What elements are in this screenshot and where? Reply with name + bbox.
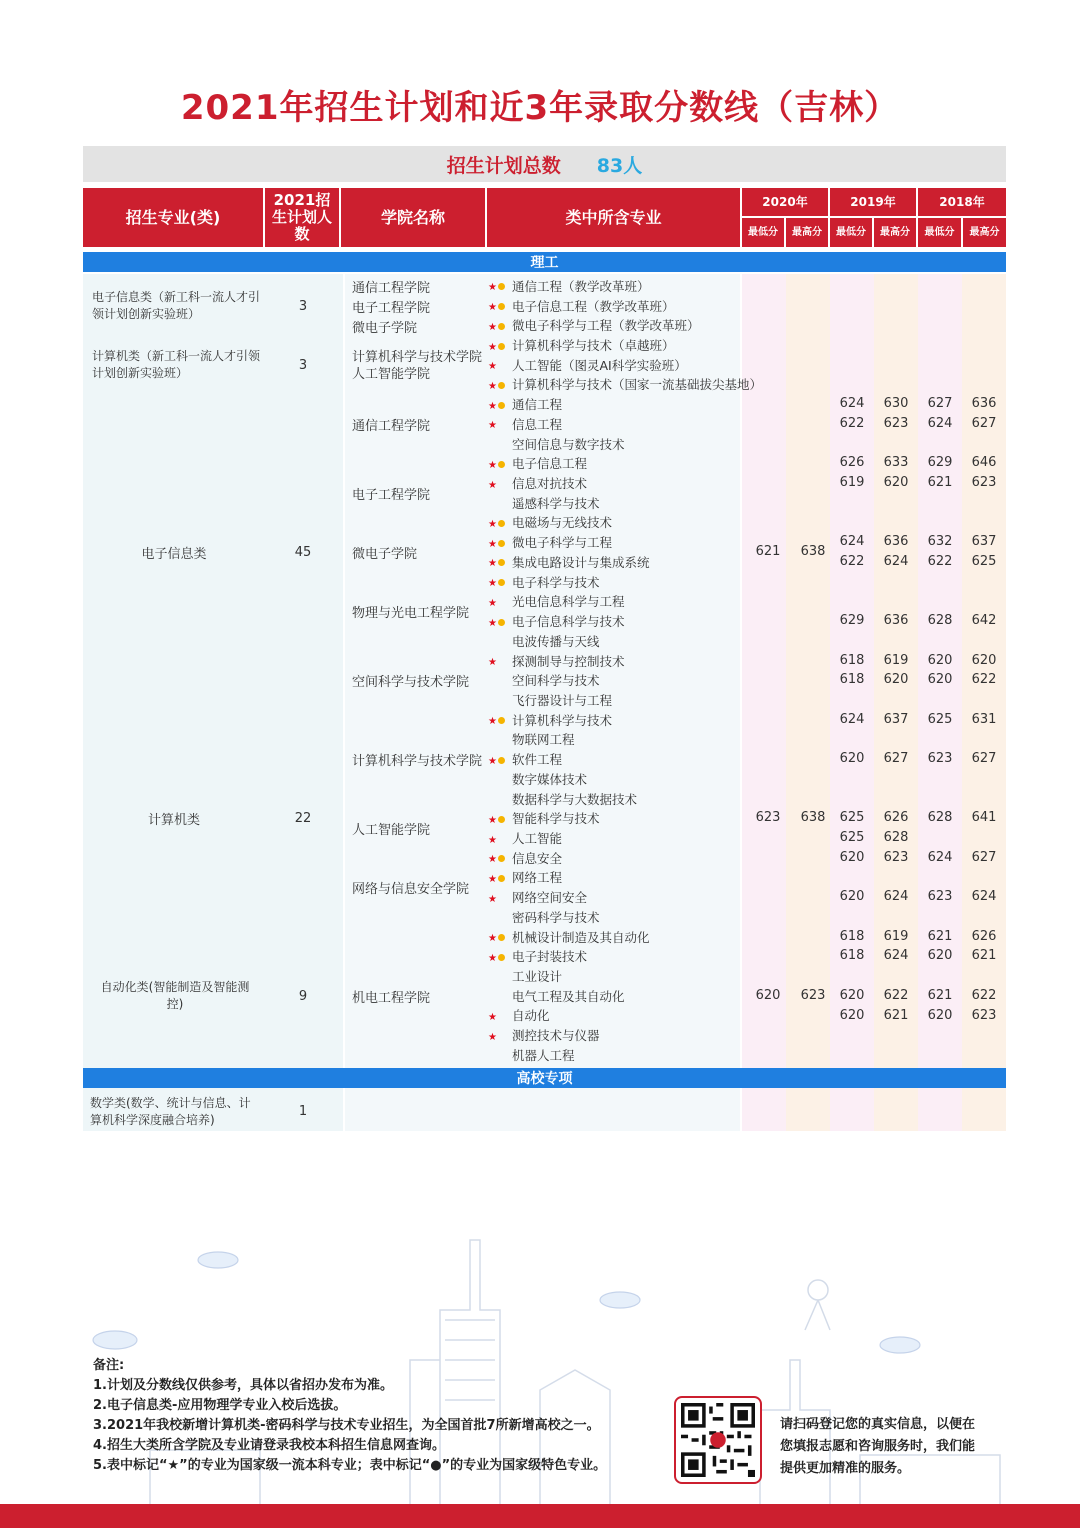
major-score: 621 [927,928,953,944]
star-icon: ★ [488,873,497,885]
major-name: 信息工程 [512,416,563,432]
dot-icon [498,402,505,409]
major-markers [488,298,512,313]
college-name: 物理与光电工程学院 [352,605,470,621]
college-name: 电子工程学院 [352,300,431,316]
major-name: 密码科学与技术 [512,909,600,925]
major-row [488,355,687,375]
college-name: 微电子学院 [352,320,418,336]
major-score: 622 [839,416,865,432]
major-markers [488,594,512,609]
qr-code-icon [681,1403,755,1477]
major-row [488,434,625,454]
major-name: 工业设计 [512,969,563,985]
qr-line: 您填报志愿和咨询服务时，我们能 [780,1439,976,1454]
major-name: 集成电路设计与集成系统 [512,554,650,570]
major-row [488,670,600,690]
major-score: 626 [839,455,865,471]
star-icon: ★ [488,459,497,471]
major-markers [488,712,512,727]
major-row [488,690,612,710]
major-name: 数据科学与大数据技术 [512,791,638,807]
star-icon: ★ [488,755,497,767]
major-name: 电子封装技术 [512,949,588,965]
major-row [488,276,650,296]
major-score: 623 [971,1007,997,1023]
major-name: 空间科学与技术 [512,673,600,689]
major-score: 620 [883,672,909,688]
star-icon: ★ [488,479,497,491]
star-icon: ★ [488,933,497,945]
major-row [488,749,562,769]
major-score: 631 [971,711,997,727]
header-plan-count: 2021招生计划人数 [265,188,339,247]
header-min: 最低分 [830,218,872,247]
major-name: 机器人工程 [512,1047,575,1063]
major-name: 计算机科学与技术 [512,712,613,728]
star-icon: ★ [488,716,497,728]
major-score: 632 [927,534,953,550]
major-name: 通信工程 [512,397,563,413]
major-score: 620 [927,948,953,964]
category-plan: 9 [298,988,308,1004]
major-name: 电子信息科学与技术 [512,614,625,630]
major-row [488,868,562,888]
major-row [488,1006,550,1026]
star-icon: ★ [488,657,497,669]
major-row [488,296,675,316]
major-markers [488,850,512,865]
major-score: 623 [883,416,909,432]
page-title: 2021年招生计划和近3年录取分数线（吉林） [180,88,900,128]
total-plan-label: 招生计划总数 [446,154,561,177]
major-score: 621 [971,948,997,964]
major-name: 软件工程 [512,752,563,768]
major-markers [488,338,512,353]
header-max: 最高分 [963,218,1006,247]
dot-icon [498,303,505,310]
major-score: 630 [883,396,909,412]
notes-block [93,1356,606,1476]
major-markers [488,318,512,333]
header-max: 最高分 [874,218,916,247]
major-score: 619 [839,475,865,491]
major-row [488,986,625,1006]
major-name: 微电子科学与工程（教学改革班） [512,318,700,334]
major-name: 飞行器设计与工程 [512,692,613,708]
major-score: 621 [927,987,953,1003]
dot-icon [498,461,505,468]
star-icon: ★ [488,361,497,373]
major-score: 623 [927,889,953,905]
major-score: 627 [971,751,997,767]
star-icon: ★ [488,893,497,905]
major-row [488,651,625,671]
major-score: 620 [927,672,953,688]
qr-line: 请扫码登记您的真实信息，以便在 [780,1417,976,1432]
star-icon: ★ [488,282,497,294]
major-markers [488,515,512,530]
star-icon: ★ [488,1011,497,1023]
major-row [488,572,600,592]
admission-table [83,188,1006,247]
major-row [488,927,650,947]
dot-icon [498,520,505,527]
footer-band [0,1504,1080,1528]
qr-code[interactable] [674,1396,762,1484]
category-max-2020: 638 [800,544,826,559]
qr-instructions [780,1414,975,1480]
major-score: 624 [839,534,865,550]
major-markers [488,476,512,491]
dot-icon [498,934,505,941]
category-max-2020: 623 [800,988,826,1003]
major-score: 628 [883,830,909,846]
category-min-2020: 623 [755,810,781,825]
dot-icon [498,954,505,961]
college-name: 微电子学院 [352,546,418,562]
major-score: 628 [927,810,953,826]
major-name: 空间信息与数字技术 [512,436,625,452]
college-name: 网络与信息安全学院 [352,881,470,897]
star-icon: ★ [488,558,497,570]
star-icon: ★ [488,400,497,412]
major-row [488,592,625,612]
dot-icon [498,382,505,389]
major-row [488,769,587,789]
major-row [488,887,587,907]
major-score: 636 [971,396,997,412]
major-score: 620 [839,987,865,1003]
header-sub-majors: 类中所含专业 [487,188,740,247]
major-score: 641 [971,810,997,826]
dot-icon [498,579,505,586]
major-score: 624 [883,948,909,964]
table-header [83,188,1006,247]
major-score: 624 [883,554,909,570]
major-score: 620 [927,1007,953,1023]
notes-heading: 备注: [93,1358,125,1373]
major-row [488,789,637,809]
major-name: 计算机科学与技术（国家一流基础拔尖基地） [512,377,763,393]
star-icon: ★ [488,420,497,432]
major-row [488,532,612,552]
category-min-2020: 620 [755,988,781,1003]
major-score: 624 [927,849,953,865]
major-markers [488,456,512,471]
major-score: 618 [839,652,865,668]
major-markers [488,831,512,846]
major-row [488,710,612,730]
major-row [488,473,587,493]
major-name: 微电子科学与工程 [512,535,613,551]
star-icon: ★ [488,617,497,629]
section-science: 理工 [83,252,1006,272]
major-name: 网络工程 [512,870,563,886]
major-score: 624 [971,889,997,905]
category-plan: 45 [294,544,312,560]
major-score: 620 [883,475,909,491]
header-major-category: 招生专业(类) [83,188,263,247]
major-markers [488,614,512,629]
major-markers [488,949,512,964]
major-name: 探测制导与控制技术 [512,653,625,669]
college-name: 通信工程学院 [352,418,431,434]
star-icon: ★ [488,597,497,609]
category-name: 计算机类（新工科一流人才引领计划创新实验班） [92,349,261,380]
major-markers [488,416,512,431]
note-line: 2.电子信息类-应用物理学专业入校后选拔。 [93,1398,347,1413]
major-row [488,1045,575,1065]
college-name: 人工智能学院 [352,822,431,838]
major-score: 627 [927,396,953,412]
major-score: 624 [839,396,865,412]
major-row [488,808,600,828]
category-max-2020: 638 [800,810,826,825]
major-row [488,394,562,414]
star-icon: ★ [488,834,497,846]
note-line: 3.2021年我校新增计算机类-密码科学与技术专业招生，为全国首批7所新增高校之一。 [93,1418,600,1433]
major-markers [488,752,512,767]
header-year-2018: 2018年 [918,188,1006,216]
star-icon: ★ [488,518,497,530]
college-name: 机电工程学院 [352,990,431,1006]
star-icon: ★ [488,538,497,550]
star-icon: ★ [488,341,497,353]
star-icon: ★ [488,302,497,314]
note-line: 4.招生大类所含学院及专业请登录我校本科招生信息网查询。 [93,1438,445,1453]
star-icon: ★ [488,952,497,964]
major-score: 627 [971,849,997,865]
major-name: 信息安全 [512,850,563,866]
major-score: 623 [883,849,909,865]
major-name: 人工智能（图灵AI科学实验班） [512,357,687,373]
category-name: 计算机类 [147,812,200,828]
major-score: 622 [971,672,997,688]
major-score: 628 [927,613,953,629]
major-score: 646 [971,455,997,471]
major-score: 637 [971,534,997,550]
college-name: 计算机科学与技术学院 [352,349,483,365]
major-score: 625 [927,711,953,727]
major-name: 测控技术与仪器 [512,1028,600,1044]
major-name: 通信工程（教学改革班） [512,278,650,294]
major-markers [488,397,512,412]
major-markers [488,929,512,944]
major-score: 627 [883,751,909,767]
major-score: 620 [927,652,953,668]
major-score: 620 [839,849,865,865]
major-score: 620 [839,1007,865,1023]
college-name: 计算机科学与技术学院 [352,753,483,769]
major-markers [488,554,512,569]
major-row [488,375,762,395]
major-row [488,946,587,966]
star-icon: ★ [488,814,497,826]
major-name: 物联网工程 [512,732,575,748]
major-row [488,631,600,651]
major-score: 618 [839,948,865,964]
major-name: 电磁场与无线技术 [512,515,613,531]
category-plan: 3 [298,357,308,373]
major-name: 计算机科学与技术（卓越班） [512,338,675,353]
major-score: 621 [883,1007,909,1023]
major-markers [488,1028,512,1043]
dot-icon [498,757,505,764]
dot-icon [498,619,505,626]
major-name: 电气工程及其自动化 [512,988,625,1004]
major-row [488,493,600,513]
major-score: 624 [927,416,953,432]
dot-icon [498,717,505,724]
major-markers [488,574,512,589]
major-row [488,1025,600,1045]
major-score: 625 [839,810,865,826]
section-special: 高校专项 [83,1068,1006,1088]
major-markers [488,377,512,392]
major-score: 622 [839,554,865,570]
major-row [488,966,562,986]
college-name: 空间科学与技术学院 [352,674,470,690]
qr-line: 提供更加精准的服务。 [780,1461,911,1476]
major-name: 电子信息工程 [512,456,588,472]
major-name: 网络空间安全 [512,890,588,906]
major-row [488,414,562,434]
major-score: 622 [883,987,909,1003]
category-name: 电子信息类 [141,546,207,562]
major-name: 数字媒体技术 [512,771,588,787]
star-icon: ★ [488,321,497,333]
major-score: 629 [927,455,953,471]
major-score: 625 [839,830,865,846]
major-score: 637 [883,711,909,727]
major-markers [488,653,512,668]
dot-icon [498,540,505,547]
college-name: 电子工程学院 [352,487,431,503]
major-score: 622 [971,987,997,1003]
major-row [488,907,600,927]
major-score: 642 [971,613,997,629]
category-name: 自动化类(智能制造及智能测控) [100,980,250,1011]
dot-icon [498,323,505,330]
major-score: 626 [883,810,909,826]
major-score: 620 [839,889,865,905]
major-score: 618 [839,928,865,944]
category-plan: 1 [298,1103,308,1119]
major-name: 电波传播与天线 [512,633,600,649]
major-name: 光电信息科学与工程 [512,594,625,610]
major-name: 信息对抗技术 [512,476,588,492]
major-score: 636 [883,534,909,550]
note-line: 1.计划及分数线仅供参考，具体以省招办发布为准。 [93,1378,393,1393]
major-name: 智能科学与技术 [512,811,600,827]
header-college: 学院名称 [341,188,485,247]
star-icon: ★ [488,380,497,392]
dot-icon [498,343,505,350]
major-name: 人工智能 [512,831,563,846]
major-score: 629 [839,613,865,629]
college-name: 通信工程学院 [352,280,431,296]
major-name: 自动化 [512,1008,550,1024]
dot-icon [498,816,505,823]
dot-icon [498,875,505,882]
dot-icon [498,855,505,862]
major-score: 620 [839,751,865,767]
major-markers [488,870,512,885]
major-score: 624 [883,889,909,905]
major-row [488,828,562,848]
major-row [488,552,650,572]
major-name: 电子科学与技术 [512,574,600,590]
total-plan-bar [83,146,1006,182]
category-plan: 22 [294,810,312,826]
major-name: 遥感科学与技术 [512,495,600,511]
header-year-2019: 2019年 [830,188,916,216]
major-row [488,335,675,355]
major-row [488,611,625,631]
major-score: 625 [971,554,997,570]
major-markers [488,1008,512,1023]
header-max: 最高分 [786,218,828,247]
category-name: 数学类(数学、统计与信息、计算机科学深度融合培养) [90,1096,251,1127]
major-markers [488,278,512,293]
college-name: 人工智能学院 [352,366,431,382]
major-score: 620 [971,652,997,668]
header-year-2020: 2020年 [742,188,828,216]
dot-icon [498,283,505,290]
header-min: 最低分 [918,218,961,247]
major-score: 619 [883,928,909,944]
major-score: 621 [927,475,953,491]
dot-icon [498,559,505,566]
major-score: 627 [971,416,997,432]
header-min: 最低分 [742,218,784,247]
major-row [488,453,587,473]
major-score: 622 [927,554,953,570]
major-score: 633 [883,455,909,471]
major-score: 618 [839,672,865,688]
star-icon: ★ [488,1031,497,1043]
major-markers [488,535,512,550]
major-score: 619 [883,652,909,668]
major-row [488,848,562,868]
major-name: 机械设计制造及其自动化 [512,929,650,945]
total-plan-value: 83人 [596,154,643,177]
star-icon: ★ [488,854,497,866]
star-icon: ★ [488,578,497,590]
note-line: 5.表中标记“★”的专业为国家级一流本科专业；表中标记“●”的专业为国家级特色专业。 [93,1458,607,1473]
major-markers [488,890,512,905]
category-plan: 3 [298,298,308,314]
major-score: 623 [971,475,997,491]
major-row [488,513,612,533]
category-min-2020: 621 [755,544,781,559]
major-row [488,315,700,335]
major-markers [488,357,512,372]
major-row [488,730,575,750]
major-score: 624 [839,711,865,727]
category-name: 电子信息类（新工科一流人才引领计划创新实验班） [92,290,261,321]
major-score: 623 [927,751,953,767]
major-name: 电子信息工程（教学改革班） [512,298,675,314]
major-score: 626 [971,928,997,944]
major-score: 636 [883,613,909,629]
major-markers [488,811,512,826]
